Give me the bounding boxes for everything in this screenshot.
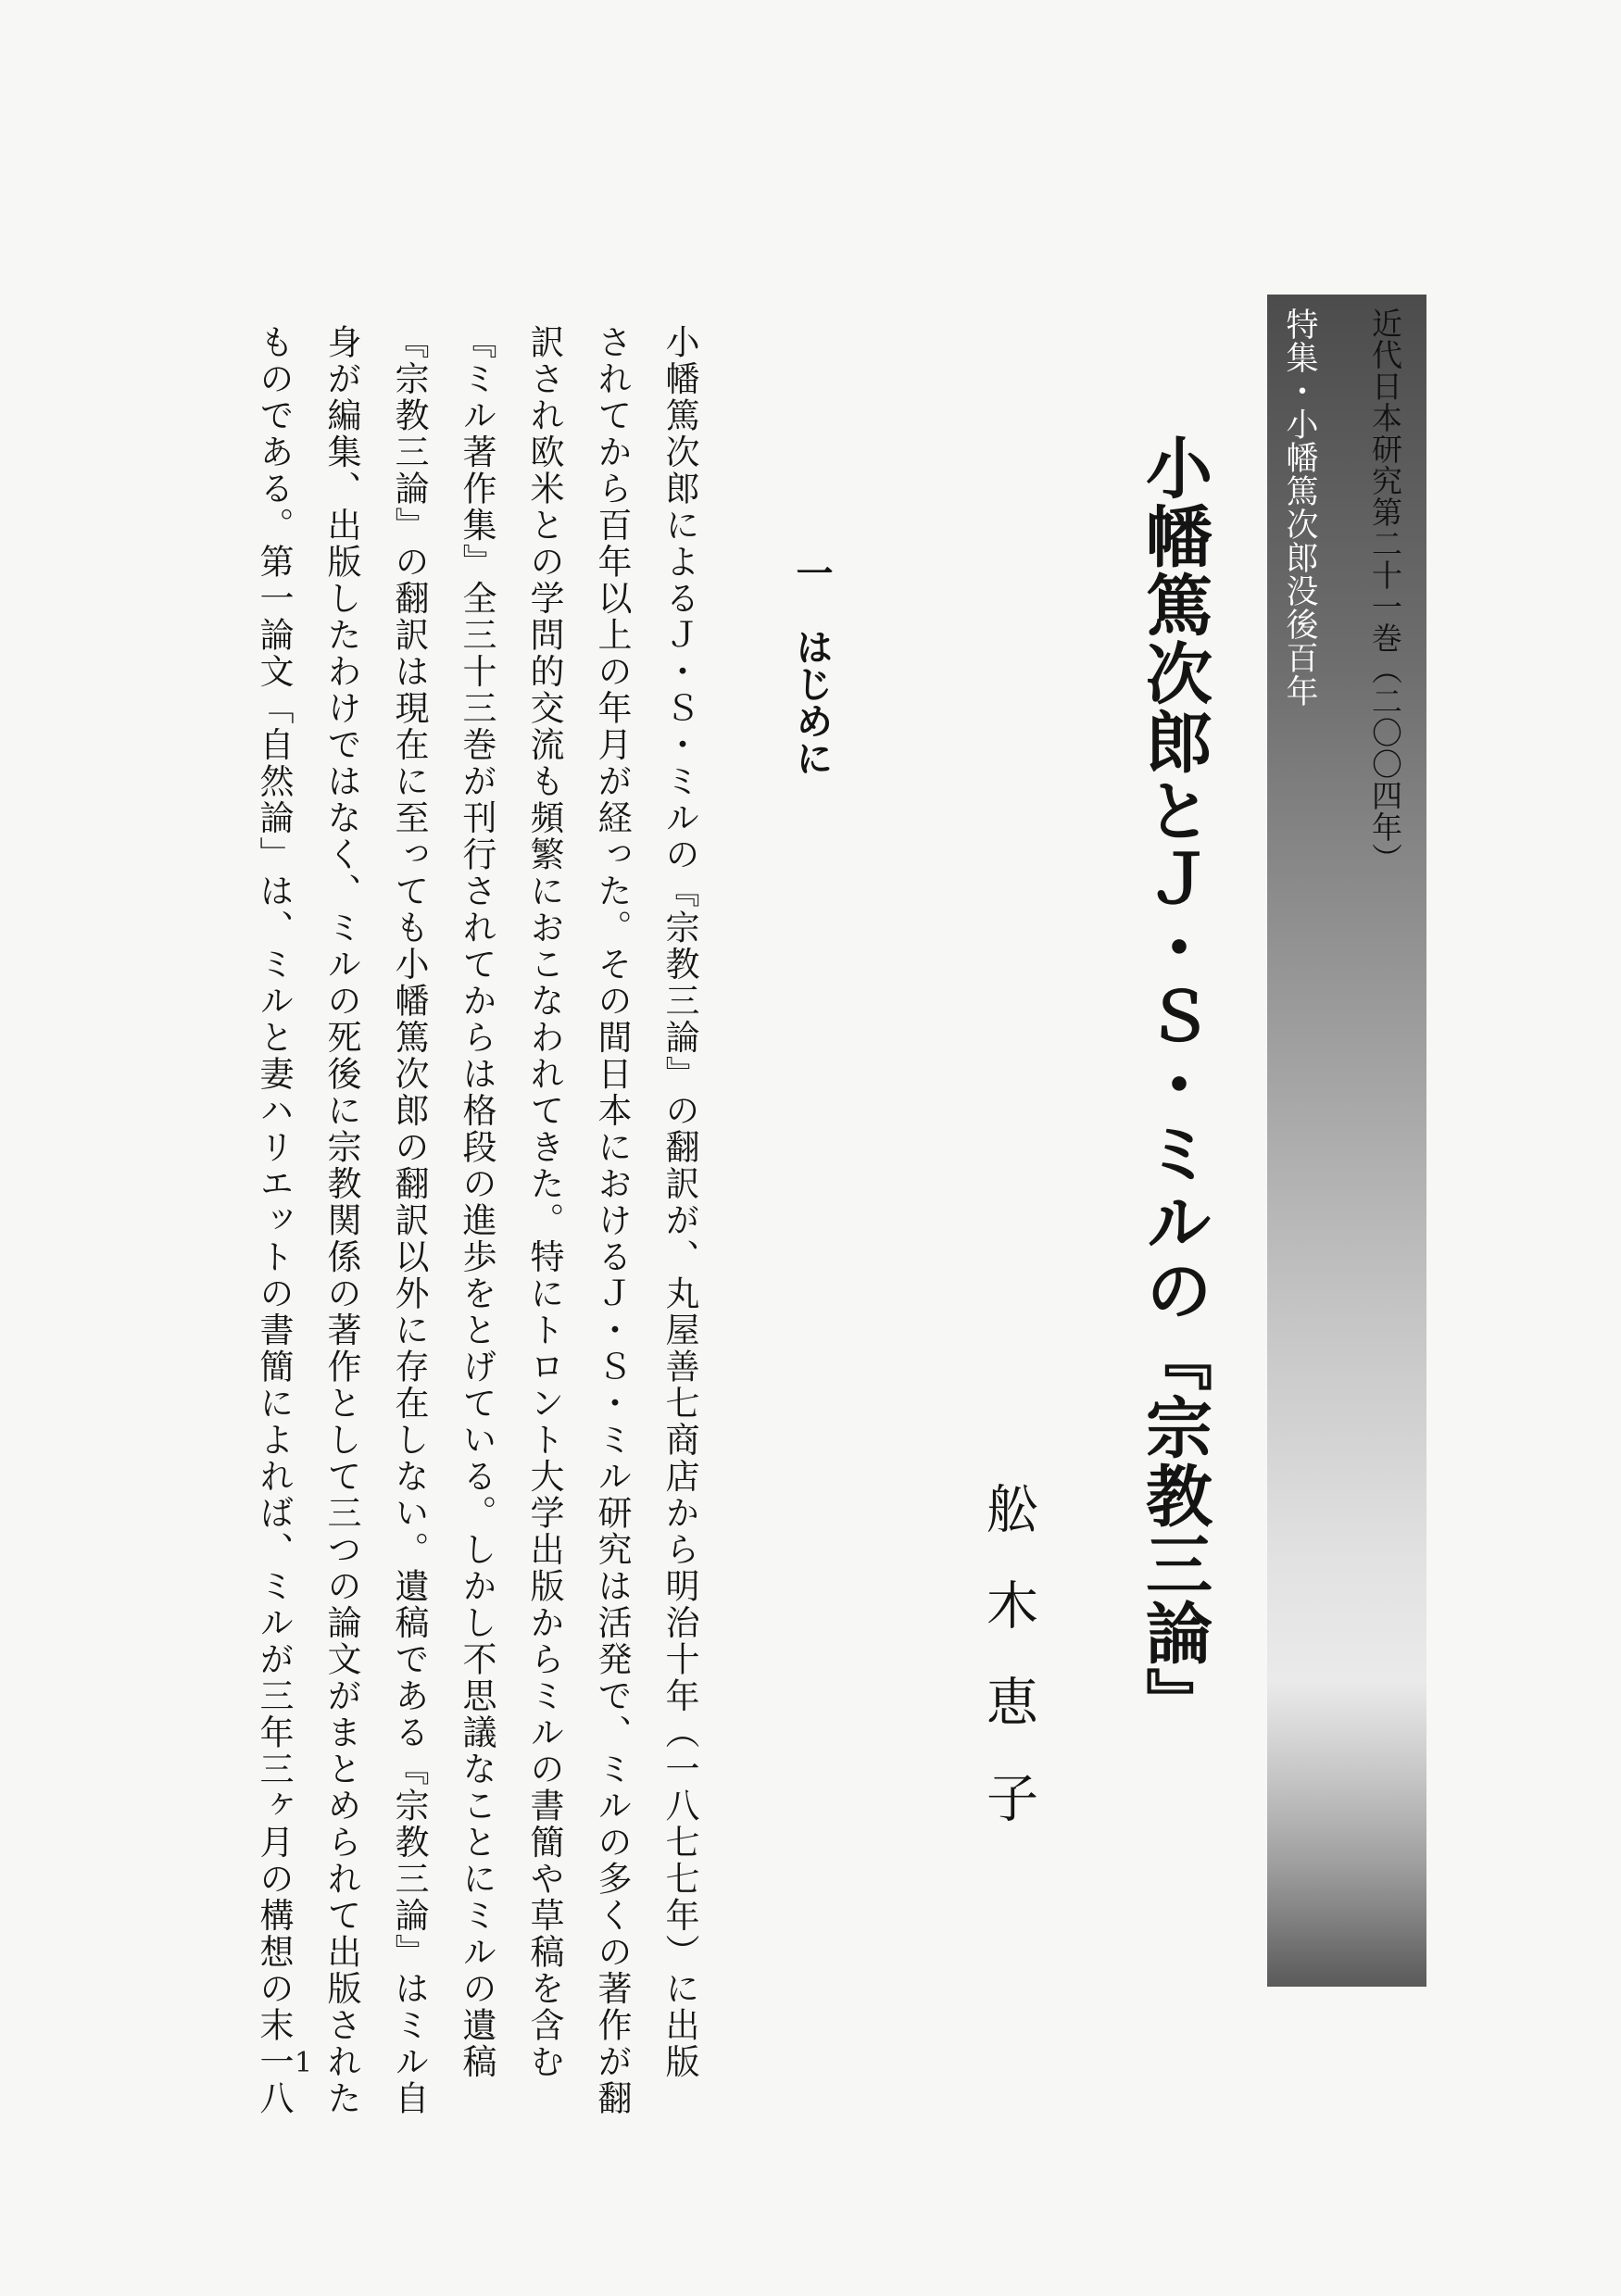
body-line: 訳され欧米との学問的交流も頻繁におこなわれてきた。特にトロント大学出版からミルの書簡や草稿を含む: [524, 324, 564, 2080]
section-heading: 一 はじめに: [790, 554, 834, 776]
body-line: 『宗教三論』の翻訳は現在に至っても小幡篤次郎の翻訳以外に存在しない。遺稿である『宗教三論』はミル自: [389, 324, 429, 2117]
body-line: 『ミル著作集』全三十三巻が刊行されてからは格段の進歩をとげている。しかし不思議なことにミルの遺稿: [457, 324, 496, 2080]
body-line: ものである。第一論文「自然論」は、ミルと妻ハリエットの書簡によれば、ミルが三年三ヶ月の構想の末一八: [254, 324, 294, 2117]
author-name: 舩木恵子: [978, 1482, 1038, 1867]
body-line: 小幡篤次郎によるＪ・Ｓ・ミルの『宗教三論』の翻訳が、丸屋善七商店から明治十年（一八七七年）に出版: [660, 324, 699, 2080]
body-line: されてから百年以上の年月が経った。その間日本におけるＪ・Ｓ・ミル研究は活発で、ミルの多くの著作が翻: [592, 324, 632, 2117]
article-title: 小幡篤次郎とＪ・Ｓ・ミルの『宗教三論』: [1135, 433, 1213, 1736]
body-line: 身が編集、出版したわけではなく、ミルの死後に宗教関係の著作として三つの論文がまとめられて出版された: [321, 324, 361, 2117]
page-number: 1: [295, 2047, 313, 2079]
feature-title: 特集・小幡篤次郎没後百年: [1281, 307, 1318, 708]
journal-info: 近代日本研究第二十一巻（二〇〇四年）: [1367, 307, 1403, 874]
